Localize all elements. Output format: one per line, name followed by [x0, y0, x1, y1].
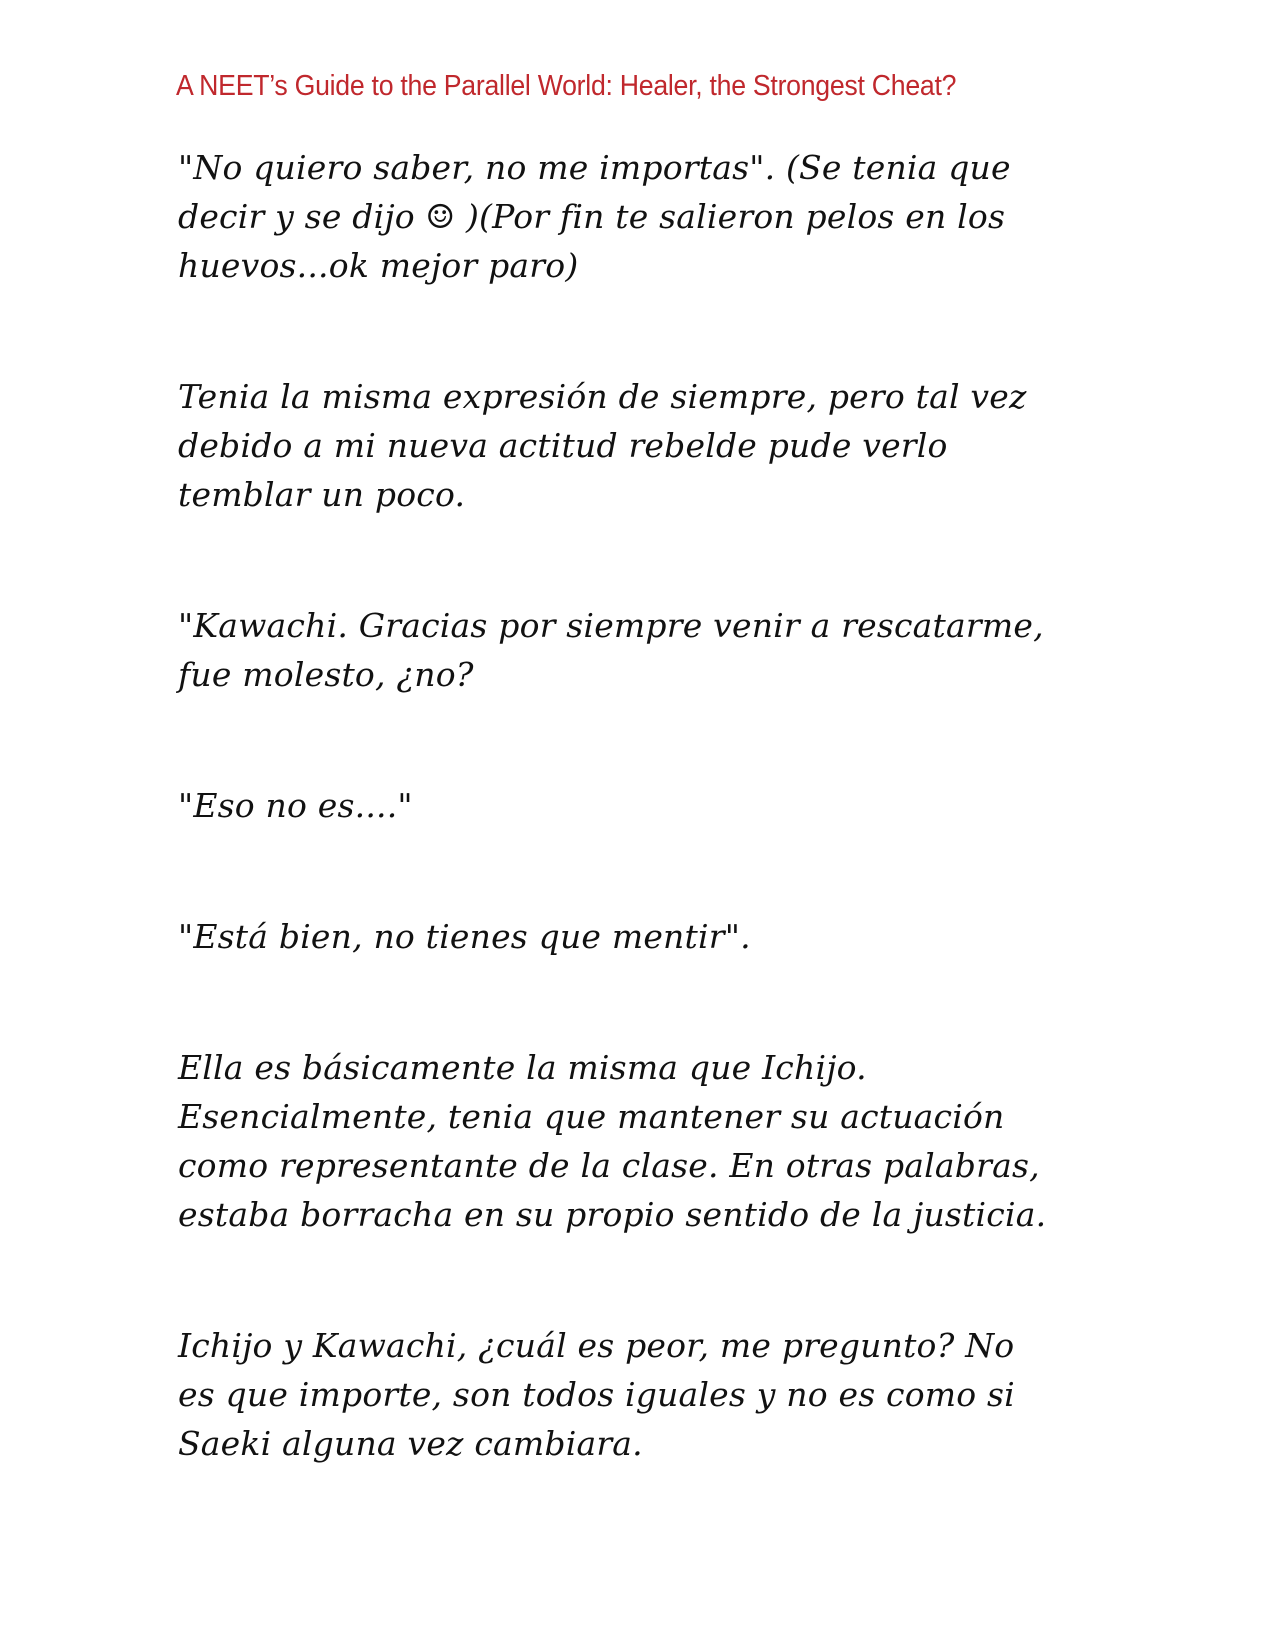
paragraph: "Eso no es....": [178, 786, 413, 825]
paragraph: "Kawachi. Gracias por siempre venir a rescatarme, fue molesto, ¿no?: [178, 606, 1044, 694]
paragraph: "No quiero saber, no me importas". (Se tenia que decir y se dijo ☺ )(Por fin te salieron pelos en los huevos...ok mejor paro): [178, 148, 1011, 285]
header-title: A NEET’s Guide to the Parallel World: Healer, the Strongest Cheat?: [176, 70, 957, 102]
paragraph: Ella es básicamente la misma que Ichijo. Esencialmente, tenia que mantener su actuación como representante de la clase. En otras palabras, estaba borracha en su propio sentido de la justicia.: [178, 1048, 1047, 1234]
body-text: [178, 143, 1108, 1468]
paragraph: "Está bien, no tienes que mentir".: [178, 917, 751, 956]
paragraph: Tenia la misma expresión de siempre, pero tal vez debido a mi nueva actitud rebelde pude verlo temblar un poco.: [178, 377, 1027, 514]
paragraph: Ichijo y Kawachi, ¿cuál es peor, me pregunto? No es que importe, son todos iguales y no es como si Saeki alguna vez cambiara.: [178, 1326, 1015, 1463]
